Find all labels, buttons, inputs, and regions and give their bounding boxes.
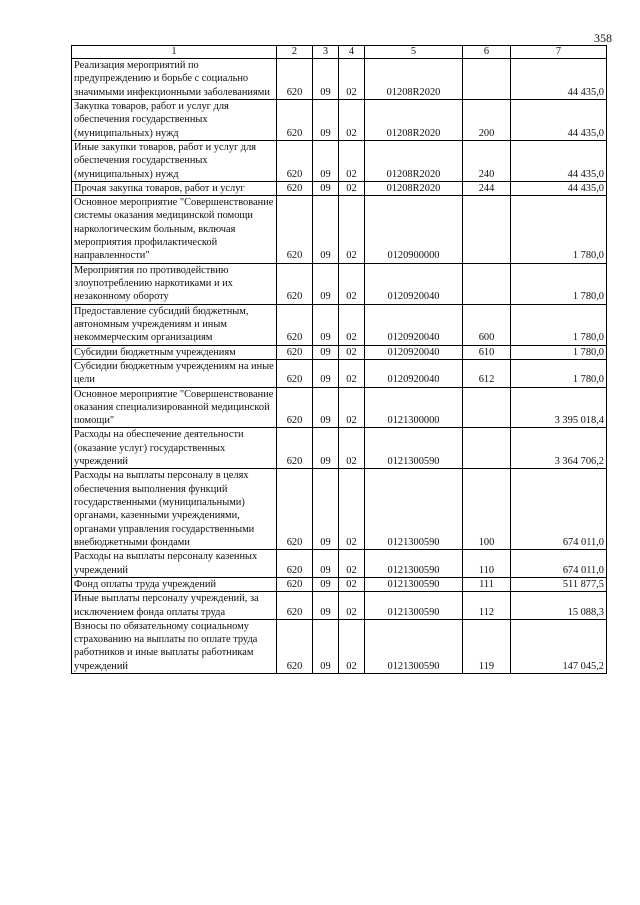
column-header-4: 4	[339, 46, 365, 59]
table-row	[72, 181, 607, 195]
table-row	[72, 304, 607, 345]
ministry-code: 620	[277, 59, 313, 100]
section-code: 09	[313, 469, 339, 550]
subsection-code: 02	[339, 304, 365, 345]
target-article-code: 0121300590	[365, 550, 463, 578]
ministry-code: 620	[277, 263, 313, 304]
row-name: Фонд оплаты труда учреждений	[72, 577, 277, 591]
target-article-code: 01208R2020	[365, 181, 463, 195]
expense-type-code: 100	[463, 469, 511, 550]
table-row	[72, 577, 607, 591]
amount: 44 435,0	[511, 99, 607, 140]
ministry-code: 620	[277, 196, 313, 264]
target-article-code: 0120900000	[365, 196, 463, 264]
target-article-code: 0120920040	[365, 359, 463, 387]
header-row	[72, 46, 607, 59]
section-code: 09	[313, 577, 339, 591]
page-number: 358	[594, 31, 612, 45]
ministry-code: 620	[277, 304, 313, 345]
target-article-code: 0121300590	[365, 577, 463, 591]
target-article-code: 0120920040	[365, 345, 463, 359]
subsection-code: 02	[339, 99, 365, 140]
target-article-code: 0120920040	[365, 263, 463, 304]
target-article-code: 0121300590	[365, 428, 463, 469]
subsection-code: 02	[339, 469, 365, 550]
row-name: Мероприятия по противодействию злоупотреблению наркотиками и их незаконному обороту	[72, 263, 277, 304]
expense-type-code: 119	[463, 619, 511, 673]
expense-type-code	[463, 428, 511, 469]
section-code: 09	[313, 592, 339, 620]
section-code: 09	[313, 263, 339, 304]
subsection-code: 02	[339, 181, 365, 195]
target-article-code: 0121300000	[365, 387, 463, 428]
amount: 1 780,0	[511, 263, 607, 304]
subsection-code: 02	[339, 59, 365, 100]
target-article-code: 0121300590	[365, 469, 463, 550]
expense-type-code: 612	[463, 359, 511, 387]
expense-type-code: 112	[463, 592, 511, 620]
row-name: Взносы по обязательному социальному страхованию на выплаты по оплате труда работников и иные выплаты работникам учреждений	[72, 619, 277, 673]
row-name: Субсидии бюджетным учреждениям на иные цели	[72, 359, 277, 387]
ministry-code: 620	[277, 181, 313, 195]
target-article-code: 0120920040	[365, 304, 463, 345]
amount: 3 395 018,4	[511, 387, 607, 428]
table-row	[72, 387, 607, 428]
section-code: 09	[313, 59, 339, 100]
row-name: Расходы на выплаты персоналу казенных учреждений	[72, 550, 277, 578]
expense-type-code	[463, 196, 511, 264]
expense-type-code: 610	[463, 345, 511, 359]
expense-type-code: 244	[463, 181, 511, 195]
column-header-2: 2	[277, 46, 313, 59]
table-row	[72, 345, 607, 359]
target-article-code: 0121300590	[365, 592, 463, 620]
ministry-code: 620	[277, 592, 313, 620]
table-row	[72, 619, 607, 673]
amount: 511 877,5	[511, 577, 607, 591]
target-article-code: 01208R2020	[365, 99, 463, 140]
expense-type-code: 600	[463, 304, 511, 345]
ministry-code: 620	[277, 345, 313, 359]
expense-type-code: 111	[463, 577, 511, 591]
column-header-6: 6	[463, 46, 511, 59]
column-header-1: 1	[72, 46, 277, 59]
column-header-3: 3	[313, 46, 339, 59]
target-article-code: 01208R2020	[365, 59, 463, 100]
expense-type-code: 200	[463, 99, 511, 140]
column-header-5: 5	[365, 46, 463, 59]
row-name: Основное мероприятие "Совершенствование системы оказания медицинской помощи наркологическим больным, включая мероприятия профилактической направленности"	[72, 196, 277, 264]
section-code: 09	[313, 196, 339, 264]
amount: 1 780,0	[511, 196, 607, 264]
row-name: Реализация мероприятий по предупреждению и борьбе с социально значимыми инфекционными заболеваниями	[72, 59, 277, 100]
section-code: 09	[313, 550, 339, 578]
target-article-code: 0121300590	[365, 619, 463, 673]
section-code: 09	[313, 387, 339, 428]
budget-table	[71, 45, 607, 674]
expense-type-code: 240	[463, 140, 511, 181]
table-row	[72, 592, 607, 620]
table-row	[72, 140, 607, 181]
row-name: Иные выплаты персоналу учреждений, за исключением фонда оплаты труда	[72, 592, 277, 620]
table-row	[72, 550, 607, 578]
row-name: Закупка товаров, работ и услуг для обеспечения государственных (муниципальных) нужд	[72, 99, 277, 140]
subsection-code: 02	[339, 359, 365, 387]
section-code: 09	[313, 99, 339, 140]
subsection-code: 02	[339, 428, 365, 469]
row-name: Предоставление субсидий бюджетным, автономным учреждениям и иным некоммерческим организациям	[72, 304, 277, 345]
amount: 674 011,0	[511, 469, 607, 550]
subsection-code: 02	[339, 577, 365, 591]
column-header-7: 7	[511, 46, 607, 59]
amount: 674 011,0	[511, 550, 607, 578]
target-article-code: 01208R2020	[365, 140, 463, 181]
row-name: Основное мероприятие "Совершенствование оказания специализированной медицинской помощи"	[72, 387, 277, 428]
amount: 1 780,0	[511, 304, 607, 345]
table-row	[72, 263, 607, 304]
expense-type-code	[463, 59, 511, 100]
expense-type-code: 110	[463, 550, 511, 578]
expense-type-code	[463, 387, 511, 428]
ministry-code: 620	[277, 359, 313, 387]
amount: 15 088,3	[511, 592, 607, 620]
row-name: Расходы на выплаты персоналу в целях обеспечения выполнения функций государственными (муниципальными) органами, казенными учреждениями, органами управления государственными внебюджетными фондами	[72, 469, 277, 550]
expense-type-code	[463, 263, 511, 304]
section-code: 09	[313, 428, 339, 469]
subsection-code: 02	[339, 196, 365, 264]
table-row	[72, 196, 607, 264]
subsection-code: 02	[339, 140, 365, 181]
ministry-code: 620	[277, 577, 313, 591]
ministry-code: 620	[277, 550, 313, 578]
amount: 44 435,0	[511, 59, 607, 100]
ministry-code: 620	[277, 99, 313, 140]
row-name: Прочая закупка товаров, работ и услуг	[72, 181, 277, 195]
ministry-code: 620	[277, 619, 313, 673]
ministry-code: 620	[277, 140, 313, 181]
section-code: 09	[313, 619, 339, 673]
section-code: 09	[313, 359, 339, 387]
row-name: Субсидии бюджетным учреждениям	[72, 345, 277, 359]
section-code: 09	[313, 304, 339, 345]
ministry-code: 620	[277, 387, 313, 428]
amount: 1 780,0	[511, 359, 607, 387]
table-row	[72, 428, 607, 469]
ministry-code: 620	[277, 469, 313, 550]
subsection-code: 02	[339, 550, 365, 578]
row-name: Иные закупки товаров, работ и услуг для обеспечения государственных (муниципальных) нужд	[72, 140, 277, 181]
section-code: 09	[313, 140, 339, 181]
amount: 3 364 706,2	[511, 428, 607, 469]
amount: 147 045,2	[511, 619, 607, 673]
table-row	[72, 99, 607, 140]
ministry-code: 620	[277, 428, 313, 469]
section-code: 09	[313, 345, 339, 359]
table-row	[72, 359, 607, 387]
subsection-code: 02	[339, 387, 365, 428]
subsection-code: 02	[339, 619, 365, 673]
subsection-code: 02	[339, 345, 365, 359]
amount: 44 435,0	[511, 181, 607, 195]
amount: 44 435,0	[511, 140, 607, 181]
table-row	[72, 59, 607, 100]
section-code: 09	[313, 181, 339, 195]
subsection-code: 02	[339, 592, 365, 620]
amount: 1 780,0	[511, 345, 607, 359]
table-row	[72, 469, 607, 550]
row-name: Расходы на обеспечение деятельности (оказание услуг) государственных учреждений	[72, 428, 277, 469]
subsection-code: 02	[339, 263, 365, 304]
